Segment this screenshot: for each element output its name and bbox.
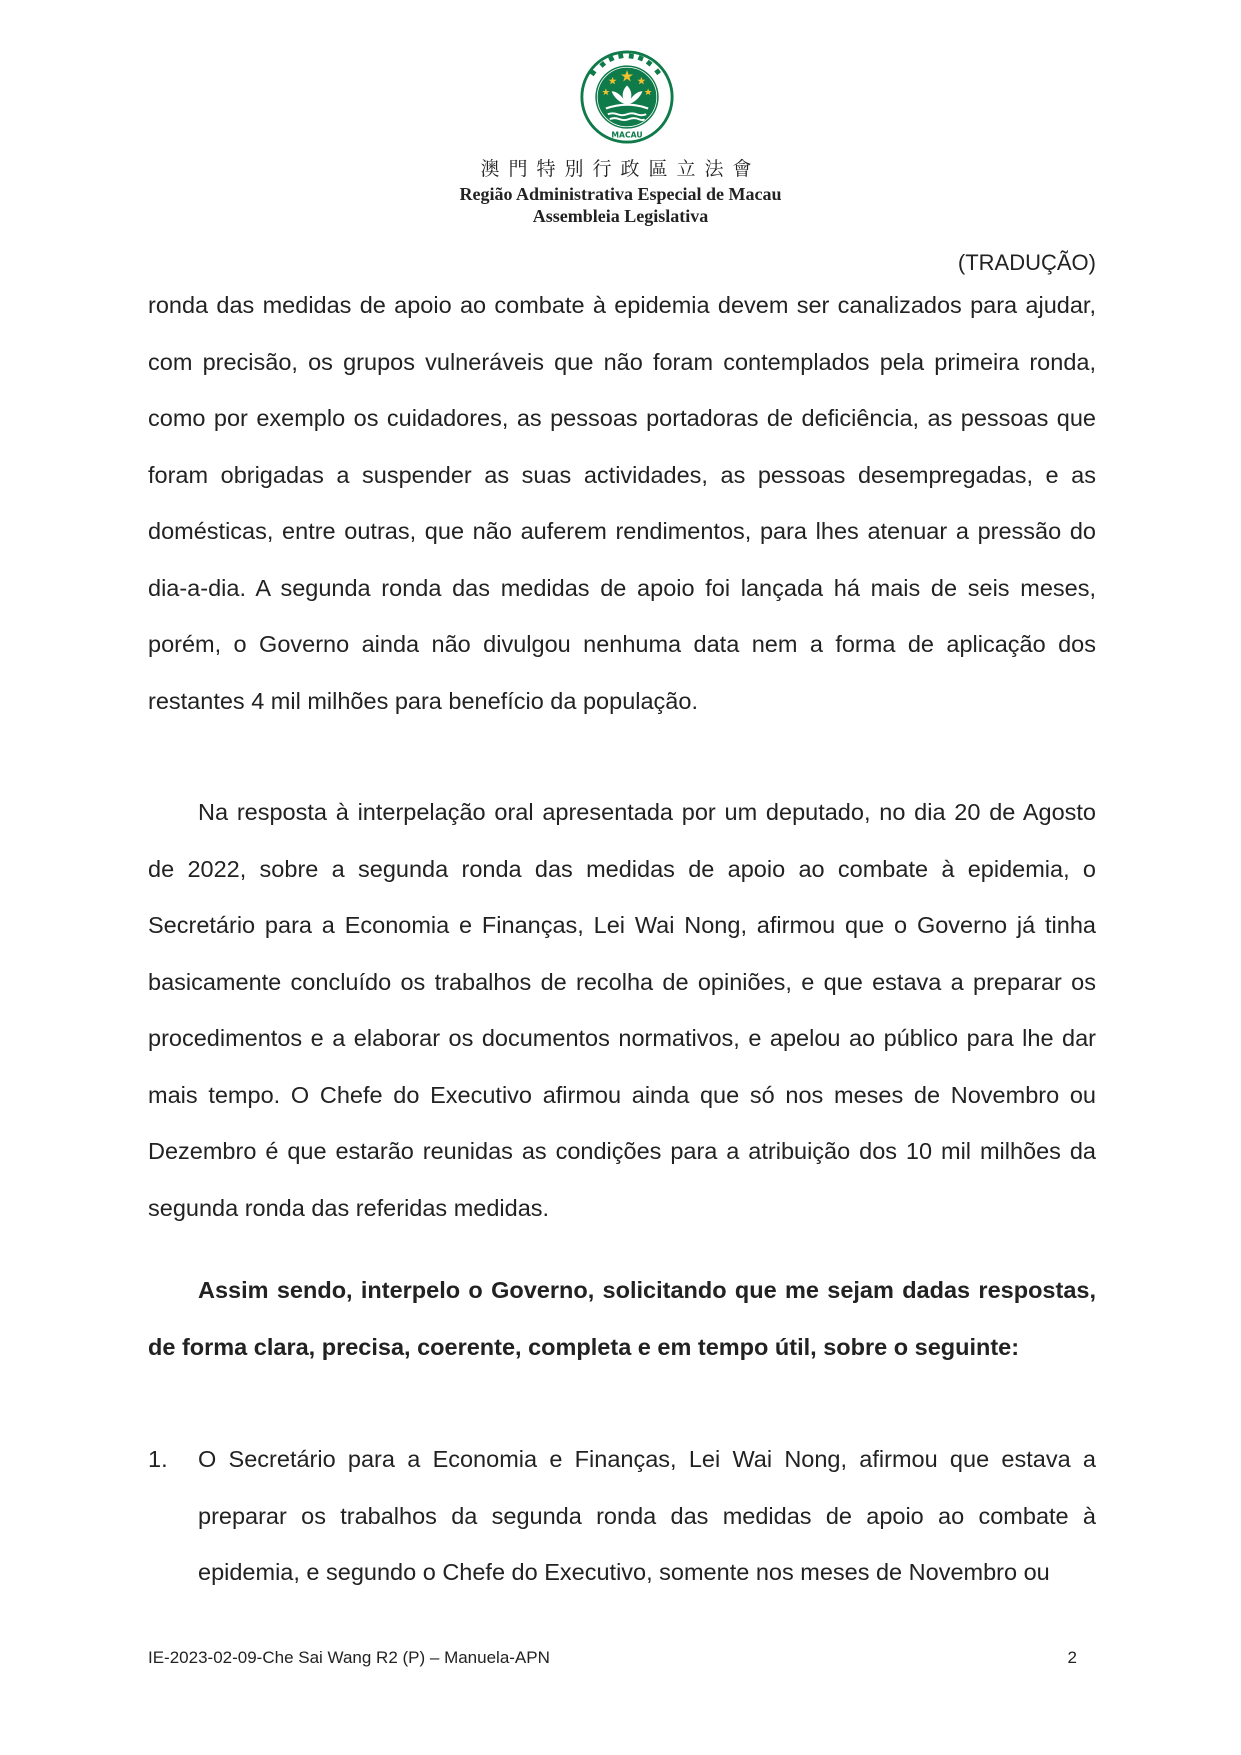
body-paragraph: ronda das medidas de apoio ao combate à epidemia devem ser canalizados para ajudar, com precisão, os grupos vulneráveis que não foram contemplados pela primeira ronda, como por exemplo os cuidadores, as pessoas portadoras de deficiência, as pessoas que foram obrigadas a suspender as suas actividades, as pessoas desempregadas, e as domésticas, entre outras, que não auferem rendimentos, para lhes atenuar a pressão do dia-a-dia. A segunda ronda das medidas de apoio foi lançada há mais de seis meses, porém, o Governo ainda não divulgou nenhuma data nem a forma de aplicação dos restantes 4 mil milhões para benefício da população. <box>148 292 1096 714</box>
header-region: Região Administrativa Especial de Macau <box>459 184 782 204</box>
body-paragraph: Na resposta à interpelação oral apresentada por um deputado, no dia 20 de Agosto de 2022, sobre a segunda ronda das medidas de apoio ao combate à epidemia, o Secretário para a Economia e Finanças, Lei Wai Nong, afirmou que o Governo já tinha basicamente concluído os trabalhos de recolha de opiniões, e que estava a preparar os procedimentos e a elaborar os documentos normativos, e apelou ao público para lhe dar mais tempo. O Chefe do Executivo afirmou ainda que só nos meses de Novembro ou Dezembro é que estarão reunidas as condições para a atribuição dos 10 mil milhões da segunda ronda das referidas medidas. <box>148 799 1096 1221</box>
header-title-chinese: 澳門特別行政區立法會 <box>480 158 761 180</box>
translation-tag: (TRADUÇÃO) <box>957 250 1096 275</box>
macau-emblem-icon <box>579 49 675 145</box>
header-assembly: Assembleia Legislativa <box>532 206 709 226</box>
emblem-text: MACAU <box>611 130 643 140</box>
question-intro-paragraph: Assim sendo, interpelo o Governo, solicitando que me sejam dadas respostas, de forma clara, precisa, coerente, completa e em tempo útil, sobre o seguinte: <box>148 1277 1096 1360</box>
footer-reference: IE-2023-02-09-Che Sai Wang R2 (P) – Manuela-APN <box>148 1648 550 1667</box>
page-number: 2 <box>1067 1648 1077 1667</box>
list-item-text: O Secretário para a Economia e Finanças, Lei Wai Nong, afirmou que estava a preparar os trabalhos da segunda ronda das medidas de apoio ao combate à epidemia, e segundo o Chefe do Executivo, somente nos meses de Novembro ou <box>198 1446 1096 1585</box>
list-item-number: 1. <box>148 1446 168 1472</box>
